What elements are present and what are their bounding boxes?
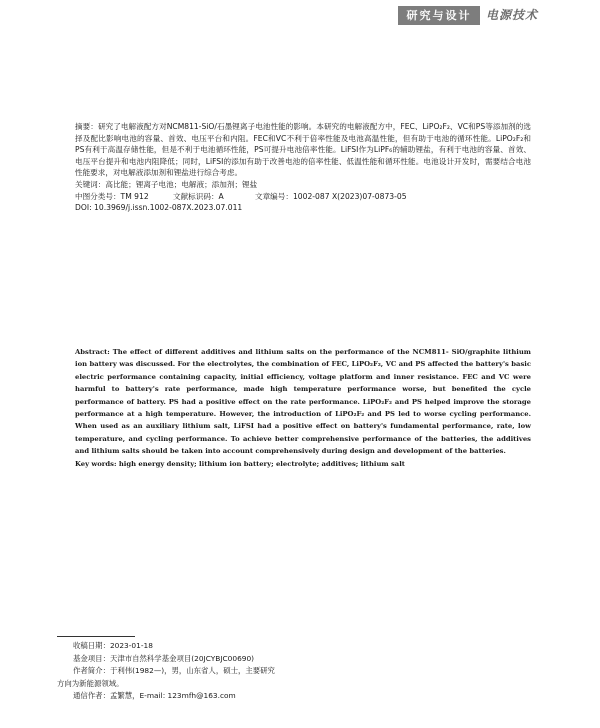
- clc-number: 中图分类号：TM 912: [75, 191, 149, 201]
- english-keywords: [75, 458, 531, 470]
- doi: DOI: 10.3969/j.issn.1002-087X.2023.07.011: [75, 203, 243, 213]
- english-abstract-text: The effect of different additives and lithium salts on the performance of the NCM811- SiO/graphite lithium ion battery was discussed. For the electrolytes, the combination of FEC, LiPO₂F₂, VC and PS affected the battery's basic electric performance containing capacity, initial efficiency, voltage platform and inner resistance. FEC and VC were harmful to battery's rate performance, made high temperature performance worse, but benefited the cycle performance of battery. PS had a positive effect on the rate performance. LiPO₂F₂ and PS helped improve the storage performance at a high temperature. However, the introduction of LiPO₂F₂ and PS led to worse cycling performance. When used as an auxiliary lithium salt, LiFSI had a positive effect on battery's fundamental performance, rate, low temperature, and cycling performance. To achieve better comprehensive performance of the batteries, the additives and lithium salts should be taken into account comprehensively during design and development of the batteries.: [75, 348, 531, 456]
- chinese-keywords-text: 高比能；锂离子电池；电解液；添加剂；锂盐: [105, 179, 258, 189]
- received-date: 收稿日期：2023-01-18: [73, 641, 153, 650]
- author-bio-line-1: 作者简介：于利伟(1982—)，男，山东省人，硕士，主要研究: [73, 666, 275, 675]
- english-abstract-label: Abstract:: [75, 348, 113, 356]
- english-abstract: [75, 346, 531, 458]
- english-keywords-label: Key words:: [75, 459, 119, 468]
- footnote-block: [57, 640, 317, 703]
- chinese-abstract-text: 研究了电解液配方对NCM811-SiO/石墨锂离子电池性能的影响。本研究的电解液配方中，FEC、LiPO₂F₂、VC和PS等添加剂的选择及配比影响电池的容量、首效、电压平台和内阻。FEC和VC不利于倍率性能及电池高温性能，但有助于电池的循环性能。LiPO₂F₂和PS有利于高温存储性能，但是不利于电池循环性能，PS可提升电池倍率性能。LiFSI作为LiPF₆的辅助锂盐，有利于电池的容量、首效、电压平台提升和电池内阻降低；同时，LiFSI的添加有助于改善电池的倍率性能、低温性能和循环性能。电池设计开发时，需要结合电池性能要求，对电解液添加剂和锂盐进行综合考虑。: [75, 122, 532, 178]
- classification-row: [75, 191, 531, 203]
- footnote-divider: [57, 636, 135, 637]
- chinese-abstract: [75, 121, 531, 179]
- journal-brand: 电源技术: [486, 8, 539, 22]
- chinese-abstract-label: 摘要：: [75, 122, 98, 131]
- chinese-abstract-block: [75, 121, 531, 214]
- english-abstract-block: [75, 346, 531, 470]
- author-bio-line-2: 方向为新能源领域。: [57, 678, 124, 688]
- chinese-keywords-label: 关键词：: [75, 179, 106, 189]
- fund-info: 基金项目：天津市自然科学基金项目(20JCYBJC00690): [73, 653, 255, 663]
- corresponding-author: 通信作者：孟繁慧，E-mail: 123mfh@163.com: [73, 691, 236, 700]
- article-number: 文章编号：1002-087 X(2023)07-0873-05: [255, 191, 407, 201]
- chinese-keywords: [75, 179, 531, 191]
- english-keywords-text: high energy density; lithium ion battery; electrolyte; additives; lithium salt: [118, 459, 405, 468]
- document-code: 文献标识码：A: [173, 191, 224, 201]
- journal-section-label: 研究与设计: [398, 6, 480, 25]
